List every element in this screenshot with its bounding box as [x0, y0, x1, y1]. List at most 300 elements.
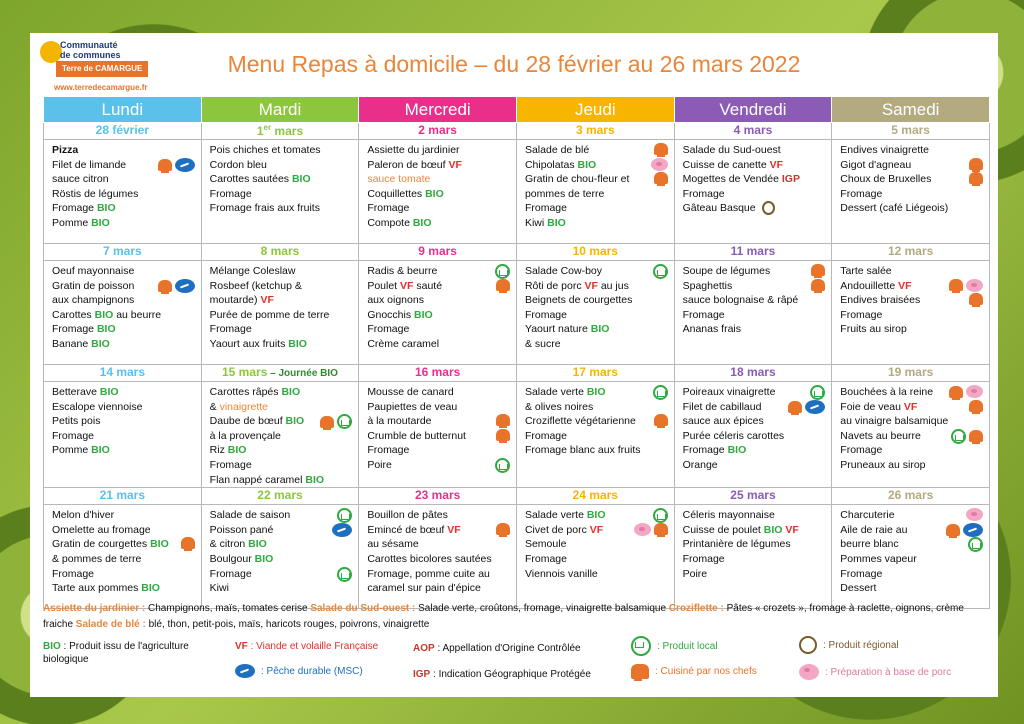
date-cell: 15 mars – Journée BIO: [201, 365, 359, 382]
dish-line: Salade du Sud-ouest: [682, 144, 781, 156]
dish-line: Crème caramel: [367, 337, 440, 350]
dish-line: Daube de bœuf BIO: [209, 415, 305, 428]
dish-line: Compote BIO: [367, 216, 432, 229]
logo-line2: de communes: [60, 50, 121, 60]
dish-line: Petits pois: [52, 415, 101, 428]
dish-line: Fromage, pomme cuite au: [367, 567, 490, 580]
dish-line: Kiwi: [209, 582, 229, 595]
date-cell: 16 mars: [359, 365, 517, 382]
icon-group: [654, 172, 668, 184]
date-row: [44, 365, 990, 382]
icon-group: [651, 158, 668, 171]
dish-line: Banane BIO: [52, 337, 110, 350]
dish-line: Carottes BIO au beurre: [52, 308, 162, 321]
icon-group: [496, 429, 510, 441]
icon-group: [634, 523, 668, 536]
icon-group: [811, 279, 825, 291]
legend-igp: IGP : Indication Géographique Protégée: [413, 669, 591, 680]
dish-line: Filet de limande: [52, 158, 127, 171]
chef-icon: [949, 386, 963, 398]
note-text: Champignons, maïs, tomates cerise: [145, 603, 311, 614]
dish-line: Poire: [367, 458, 392, 471]
date-cell: 1er mars: [201, 123, 359, 140]
dish-line: Mogettes de Vendée IGP: [682, 173, 800, 186]
dish-line: Pomme BIO: [52, 216, 110, 229]
date-cell: 25 mars: [674, 488, 832, 505]
dish-line: sauce aux épices: [682, 415, 764, 428]
dish-line: Fromage: [524, 552, 567, 565]
dish-line: Betterave BIO: [52, 386, 119, 398]
dish-line: Fromage: [52, 567, 95, 580]
pin-icon: [762, 201, 775, 215]
chef-icon: [946, 524, 960, 536]
dish-line: caramel sur pain d'épice: [367, 582, 481, 595]
basket-icon: [631, 636, 651, 656]
icon-group: [654, 414, 668, 426]
dish-line: aux oignons: [367, 294, 424, 307]
date-cell: 24 mars: [516, 488, 674, 505]
icon-group: [969, 293, 983, 305]
legend-chef: : Cuisiné par nos chefs: [631, 664, 757, 679]
icon-group: [495, 458, 510, 473]
dish-line: Fromage: [367, 202, 410, 215]
dish-line: Carottes bicolores sautées: [367, 552, 492, 565]
dish-line: Fromage: [209, 323, 252, 336]
menu-cell: [832, 382, 990, 488]
dish-line: Spaghettis: [682, 279, 733, 292]
legend: [43, 636, 990, 692]
menu-cell: [44, 140, 202, 244]
basket-icon: [495, 458, 510, 473]
icon-group: [337, 567, 352, 582]
menu-cell: [359, 261, 517, 365]
chef-icon: [969, 158, 983, 170]
date-row: [44, 244, 990, 261]
legend-aop: AOP : Appellation d'Origine Contrôlée: [413, 643, 581, 654]
dish-line: Fromage: [840, 444, 883, 457]
menu-row: [44, 382, 990, 488]
dish-line: Orange: [682, 458, 718, 471]
dish-line: Röstis de légumes: [52, 187, 139, 200]
dish-line: Paupiettes de veau: [367, 400, 458, 413]
date-cell: 7 mars: [44, 244, 202, 261]
dish-line: Fruits au sirop: [840, 323, 907, 336]
date-row: [44, 488, 990, 505]
logo-band: Terre de CAMARGUE: [56, 61, 148, 77]
menu-cell: [359, 382, 517, 488]
icon-group: [788, 400, 825, 414]
dish-line: Fromage BIO: [52, 323, 116, 336]
menu-row: [44, 140, 990, 244]
chef-icon: [631, 664, 649, 679]
date-cell: 10 mars: [516, 244, 674, 261]
dish-line: beurre blanc: [840, 538, 899, 551]
dish-line: Fromage: [840, 308, 883, 321]
dish-line: Cordon bleu: [209, 158, 267, 171]
menu-cell: [201, 140, 359, 244]
icon-group: [337, 508, 352, 523]
dish-line: Aile de raie au: [840, 523, 908, 536]
basket-icon: [495, 264, 510, 279]
dish-line: & citron BIO: [209, 538, 267, 551]
dish-line: Radis & beurre: [367, 265, 438, 277]
dish-line: Purée céleris carottes: [682, 429, 785, 442]
dish-line: Fromage: [209, 567, 252, 580]
chef-icon: [496, 429, 510, 441]
dish-line: & vinaigrette: [209, 400, 269, 413]
basket-icon: [653, 385, 668, 400]
basket-icon: [337, 508, 352, 523]
menu-cell: [201, 261, 359, 365]
basket-icon: [968, 537, 983, 552]
pig-icon: [651, 158, 668, 171]
dish-line: Fromage: [367, 323, 410, 336]
icon-group: [158, 279, 195, 293]
dish-line: Navets au beurre: [840, 429, 921, 442]
dish-line: Semoule: [524, 538, 567, 551]
fish-icon: [963, 523, 983, 537]
menu-cell: [44, 261, 202, 365]
pig-icon: [799, 664, 819, 680]
legend-fish: : Pêche durable (MSC): [235, 664, 363, 678]
dish-line: Salade verte BIO: [524, 509, 606, 522]
date-cell: 19 mars: [832, 365, 990, 382]
dish-line: moutarde) VF: [209, 294, 274, 307]
legend-bio: BIO : Produit issu de l'agriculture biologique: [43, 641, 189, 665]
basket-icon: [653, 264, 668, 279]
dish-line: Gnocchis BIO: [367, 308, 433, 321]
menu-cell: [201, 382, 359, 488]
dish-line: Kiwi BIO: [524, 216, 566, 229]
legend-regional: : Produit régional: [799, 636, 899, 654]
icon-group: [496, 414, 510, 426]
dish-line: Carottes râpés BIO: [209, 386, 301, 398]
dish-line: Dessert (café Liégeois): [840, 202, 949, 215]
icon-group: [810, 385, 825, 400]
dish-line: Tarte aux pommes BIO: [52, 582, 160, 595]
dish-line: Riz BIO: [209, 444, 247, 457]
dish-line: Beignets de courgettes: [524, 294, 633, 307]
menu-cell: [359, 140, 517, 244]
dish-line: Mélange Coleslaw: [209, 265, 296, 277]
menu-cell: [832, 140, 990, 244]
chef-icon: [496, 279, 510, 291]
dish-line: Céleris mayonnaise: [682, 509, 775, 522]
chef-icon: [654, 143, 668, 155]
dish-line: Poulet VF sauté: [367, 279, 443, 292]
dish-line: Fromage: [840, 187, 883, 200]
legend-local: : Produit local: [631, 636, 718, 656]
fish-icon: [235, 664, 255, 678]
icon-group: [654, 143, 668, 155]
icon-group: [951, 429, 983, 444]
date-cell: 14 mars: [44, 365, 202, 382]
day-header-samedi: Samedi: [832, 97, 990, 123]
note-text: blé, thon, petit-pois, maïs, haricots rouges, poivrons, vinaigrette: [145, 619, 430, 630]
day-header-vendredi: Vendredi: [674, 97, 832, 123]
note-text: Salade verte, croûtons, fromage, vinaigrette balsamique: [415, 603, 669, 614]
basket-icon: [653, 508, 668, 523]
date-cell: 12 mars: [832, 244, 990, 261]
dish-line: Fromage: [840, 567, 883, 580]
menu-row: [44, 261, 990, 365]
dish-line: sauce tomate: [367, 173, 431, 186]
chef-icon: [158, 280, 172, 292]
fish-icon: [332, 523, 352, 537]
chef-icon: [788, 401, 802, 413]
chef-icon: [949, 279, 963, 291]
icon-group: [949, 279, 983, 292]
dish-line: à la provençale: [209, 429, 281, 442]
menu-cell: [674, 261, 832, 365]
icon-group: [653, 264, 668, 279]
chef-icon: [654, 414, 668, 426]
pig-icon: [634, 523, 651, 536]
date-cell: 23 mars: [359, 488, 517, 505]
icon-group: [966, 508, 983, 521]
dish-line: aux champignons: [52, 294, 135, 307]
dish-line: Viennois vanille: [524, 567, 598, 580]
dish-line: Fromage frais aux fruits: [209, 202, 320, 215]
dish-line: Fromage: [524, 202, 567, 215]
date-cell: 17 mars: [516, 365, 674, 382]
pig-icon: [966, 508, 983, 521]
dish-line: Bouchées à la reine: [840, 386, 934, 398]
fish-icon: [175, 158, 195, 172]
chef-icon: [969, 430, 983, 442]
dish-line: Salade Cow-boy: [524, 265, 603, 277]
chef-icon: [181, 537, 195, 549]
date-row: [44, 123, 990, 140]
fish-icon: [805, 400, 825, 414]
legend-vf: VF : Viande et volaille Française: [235, 641, 379, 652]
basket-icon: [337, 567, 352, 582]
icon-group: [946, 523, 983, 537]
logo-url: www.terredecamargue.fr: [54, 83, 148, 92]
date-cell: 28 février: [44, 123, 202, 140]
date-cell: 5 mars: [832, 123, 990, 140]
dish-line: Flan nappé caramel BIO: [209, 473, 325, 486]
dish-line: Fromage: [209, 458, 252, 471]
dish-line: Omelette au fromage: [52, 523, 151, 536]
dish-line: Rôti de porc VF au jus: [524, 279, 629, 292]
date-cell: 18 mars: [674, 365, 832, 382]
logo-line1: Communauté: [60, 40, 118, 50]
note-text: Pâtes « crozets », fromage à raclette, oignons, crème fraiche: [43, 603, 964, 630]
dish-line: sauce bolognaise & râpé: [682, 294, 799, 307]
date-cell: 21 mars: [44, 488, 202, 505]
chef-icon: [496, 523, 510, 535]
menu-cell: [44, 505, 202, 609]
date-cell: 4 mars: [674, 123, 832, 140]
menu-cell: [674, 140, 832, 244]
pig-icon: [966, 385, 983, 398]
dish-line: Melon d'hiver: [52, 509, 115, 522]
notes: [43, 601, 990, 633]
dish-line: & pommes de terre: [52, 552, 142, 565]
dish-line: Yaourt nature BIO: [524, 323, 610, 336]
dish-line: Poisson pané: [209, 523, 274, 536]
menu-cell: [832, 261, 990, 365]
dish-line: Printanière de légumes: [682, 538, 791, 551]
dish-line: Andouillette VF: [840, 279, 912, 292]
menu-table: [43, 96, 990, 609]
dish-line: Rosbeef (ketchup &: [209, 279, 302, 292]
note-label: Salade du Sud-ouest :: [310, 603, 416, 614]
dish-line: Fromage BIO: [682, 444, 747, 457]
note-label: Croziflette :: [668, 603, 724, 614]
icon-group: [653, 385, 668, 400]
dish-line: Dessert: [840, 582, 877, 595]
day-header-mercredi: Mercredi: [359, 97, 517, 123]
dish-line: Pomme BIO: [52, 444, 110, 457]
icon-group: [332, 523, 352, 537]
icon-group: [969, 400, 983, 412]
dish-line: Endives braisées: [840, 294, 921, 307]
icon-group: [969, 158, 983, 170]
chef-icon: [654, 523, 668, 535]
fish-icon: [175, 279, 195, 293]
chef-icon: [654, 172, 668, 184]
icon-group: [969, 172, 983, 184]
day-header-mardi: Mardi: [201, 97, 359, 123]
chef-icon: [158, 159, 172, 171]
pin-icon: [799, 636, 817, 654]
dish-line: Bouillon de pâtes: [367, 509, 448, 522]
dish-line: au sésame: [367, 538, 419, 551]
legend-pork: : Préparation à base de porc: [799, 664, 951, 680]
dish-line: Fromage: [524, 308, 567, 321]
dish-line: Fromage: [682, 187, 725, 200]
menu-cell: [516, 140, 674, 244]
page-title: Menu Repas à domicile – du 28 février au 26 mars 2022: [227, 51, 801, 77]
dish-line: Gigot d'agneau: [840, 158, 912, 171]
dish-line: Mousse de canard: [367, 386, 454, 398]
dish-line: au vinaigre balsamique: [840, 415, 949, 428]
icon-group: [811, 264, 825, 276]
dish-line: pommes de terre: [524, 187, 605, 200]
date-cell: 8 mars: [201, 244, 359, 261]
date-cell: 11 mars: [674, 244, 832, 261]
dish-line: Fromage: [682, 308, 725, 321]
dish-line: Fromage blanc aux fruits: [524, 444, 641, 457]
basket-icon: [337, 414, 352, 429]
dish-line: Soupe de légumes: [682, 265, 771, 277]
dish-line: Civet de porc VF: [524, 523, 604, 536]
dish-line: Charcuterie: [840, 509, 895, 522]
dish-line: à la moutarde: [367, 415, 432, 428]
dish-line: Fromage: [209, 187, 252, 200]
menu-cell: [674, 505, 832, 609]
dish-line: Foie de veau VF: [840, 400, 918, 413]
menu-cell: [516, 382, 674, 488]
dish-line: Pizza: [52, 144, 79, 156]
dish-line: & olives noires: [524, 400, 594, 413]
icon-group: [495, 264, 510, 279]
dish-line: Fromage: [682, 552, 725, 565]
chef-icon: [969, 400, 983, 412]
dish-line: Filet de cabillaud: [682, 400, 762, 413]
pig-icon: [966, 279, 983, 292]
dish-line: Cuisse de poulet BIO VF: [682, 523, 799, 536]
day-header-row: [44, 97, 990, 123]
icon-group: [496, 279, 510, 291]
menu-cell: [201, 505, 359, 609]
chef-icon: [811, 279, 825, 291]
dish-line: sauce citron: [52, 173, 109, 186]
chef-icon: [811, 264, 825, 276]
chef-icon: [969, 172, 983, 184]
dish-line: Salade de saison: [209, 509, 291, 522]
chef-icon: [496, 414, 510, 426]
date-cell: 26 mars: [832, 488, 990, 505]
dish-line: Crumble de butternut: [367, 429, 466, 442]
dish-line: Poireaux vinaigrette: [682, 386, 776, 398]
date-cell: 9 mars: [359, 244, 517, 261]
icon-group: [320, 414, 352, 429]
menu-cell: [516, 505, 674, 609]
note-label: Assiette du jardinier :: [43, 603, 146, 614]
icon-group: [949, 385, 983, 398]
dish-line: Paleron de bœuf VF: [367, 158, 462, 171]
menu-cell: [44, 382, 202, 488]
dish-line: Salade verte BIO: [524, 386, 606, 398]
icon-group: [762, 201, 775, 215]
icon-group: [496, 523, 510, 535]
basket-icon: [951, 429, 966, 444]
dish-line: Fromage: [524, 429, 567, 442]
date-cell: 2 mars: [359, 123, 517, 140]
icon-group: [968, 537, 983, 552]
chef-icon: [320, 416, 334, 428]
dish-line: Salade de blé: [524, 144, 590, 156]
dish-line: Gratin de chou-fleur et: [524, 173, 630, 186]
dish-line: Gratin de poisson: [52, 279, 135, 292]
dish-line: Tarte salée: [840, 265, 892, 277]
dish-line: Gratin de courgettes BIO: [52, 538, 169, 551]
dish-line: Pruneaux au sirop: [840, 458, 926, 471]
menu-cell: [359, 505, 517, 609]
icon-group: [158, 158, 195, 172]
dish-line: Endives vinaigrette: [840, 144, 929, 156]
dish-line: Fromage: [52, 429, 95, 442]
dish-line: Assiette du jardinier: [367, 144, 460, 156]
dish-line: Boulgour BIO: [209, 552, 274, 565]
dish-line: Gâteau Basque: [682, 202, 756, 215]
icon-group: [181, 537, 195, 549]
dish-line: Coquillettes BIO: [367, 187, 444, 200]
icon-group: [653, 508, 668, 523]
menu-row: [44, 505, 990, 609]
dish-line: Oeuf mayonnaise: [52, 265, 135, 277]
menu-sheet: [30, 33, 998, 697]
dish-line: Carottes sautées BIO: [209, 173, 311, 186]
dish-line: Purée de pomme de terre: [209, 308, 330, 321]
dish-line: & sucre: [524, 337, 561, 350]
dish-line: Pommes vapeur: [840, 552, 917, 565]
dish-line: Croziflette végétarienne: [524, 415, 636, 428]
dish-line: Chipolatas BIO: [524, 158, 597, 171]
menu-cell: [516, 261, 674, 365]
chef-icon: [969, 293, 983, 305]
dish-line: Escalope viennoise: [52, 400, 143, 413]
dish-line: Ananas frais: [682, 323, 741, 336]
dish-line: Cuisse de canette VF: [682, 158, 784, 171]
dish-line: Emincé de bœuf VF: [367, 523, 461, 536]
note-label: Salade de blé :: [75, 619, 146, 630]
date-cell: 22 mars: [201, 488, 359, 505]
dish-line: Pois chiches et tomates: [209, 144, 321, 156]
